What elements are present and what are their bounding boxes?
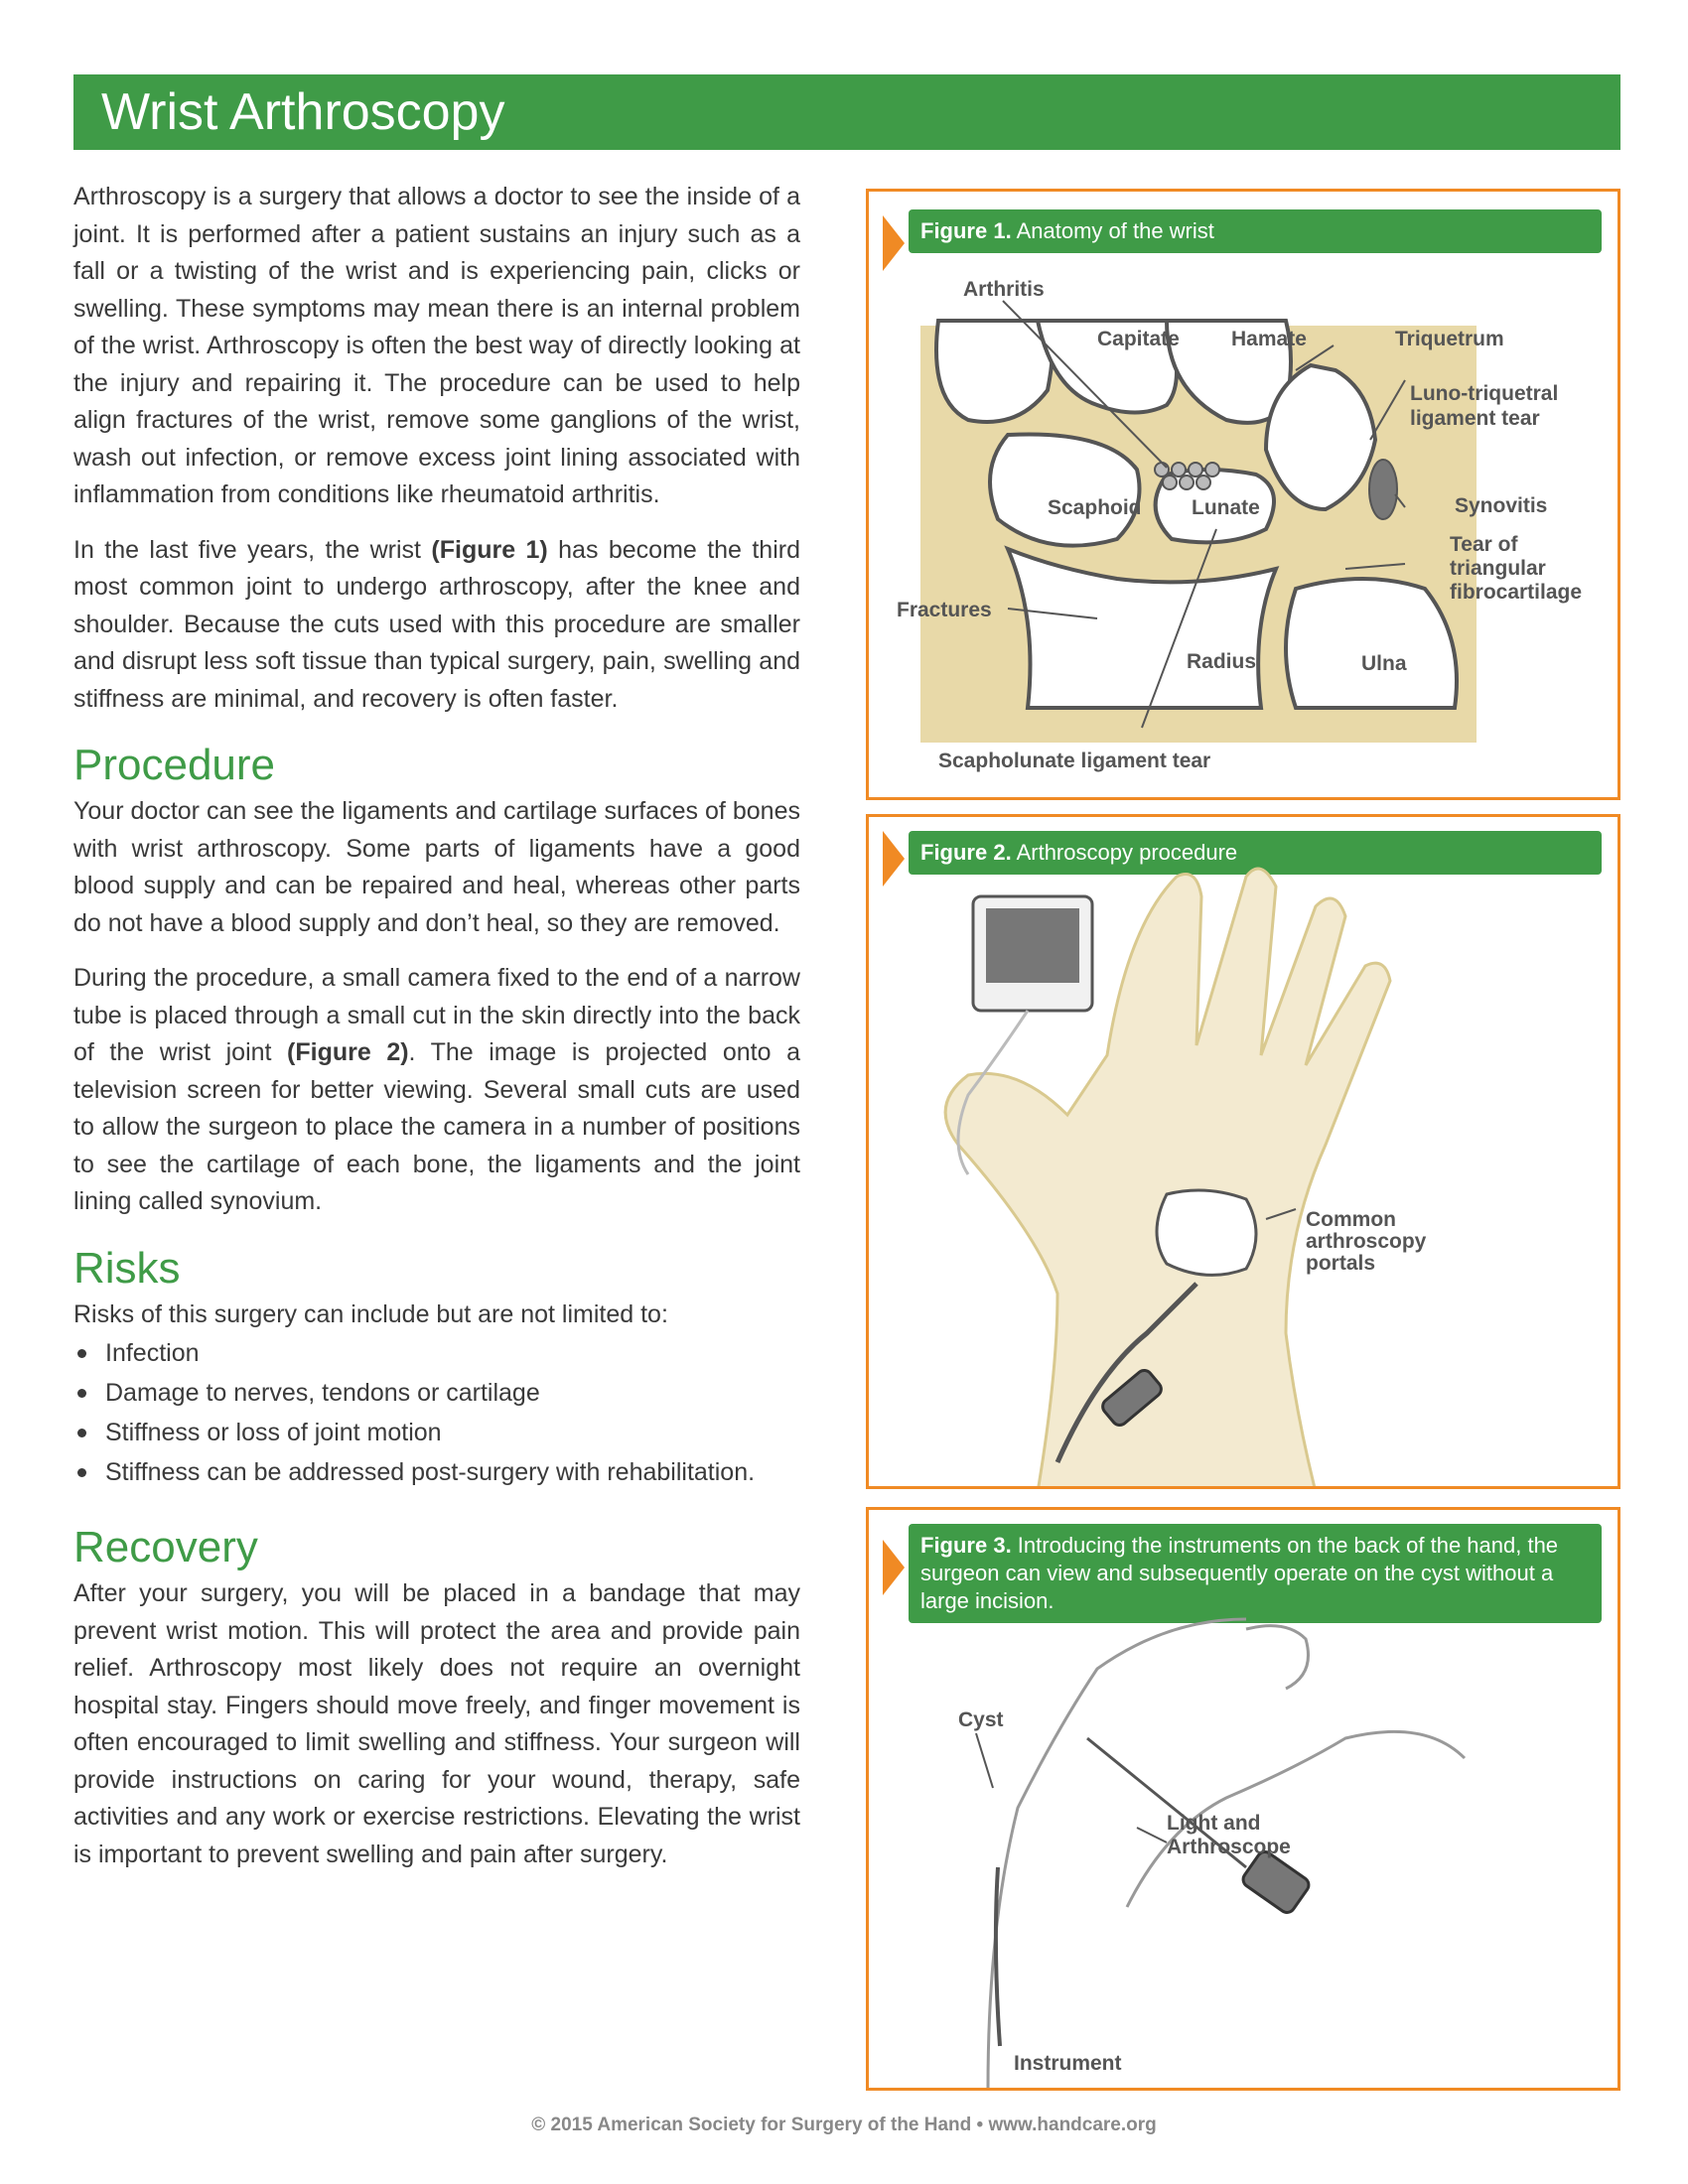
- figure-1-box: [866, 189, 1620, 800]
- figure-2-reference: (Figure 2): [287, 1038, 409, 1066]
- figure-3-box: [866, 1507, 1620, 2091]
- list-item: Infection: [73, 1333, 800, 1373]
- label-light-1: Light and: [1167, 1812, 1261, 1835]
- label-capitate: Capitate: [1097, 328, 1180, 350]
- intro-paragraph-2: [73, 532, 800, 719]
- figure-1-label: Figure 1.: [920, 218, 1012, 243]
- figure-1-reference: (Figure 1): [431, 535, 548, 564]
- label-radius: Radius: [1187, 650, 1257, 673]
- figure-2-box: [866, 814, 1620, 1489]
- list-item: Damage to nerves, tendons or cartilage: [73, 1373, 800, 1413]
- label-portals-3: portals: [1306, 1252, 1376, 1275]
- label-scaphoid: Scaphoid: [1048, 496, 1142, 519]
- label-lunate: Lunate: [1192, 496, 1260, 519]
- label-cyst: Cyst: [958, 1708, 1004, 1731]
- label-light-2: Arthroscope: [1167, 1836, 1291, 1858]
- label-hamate: Hamate: [1231, 328, 1307, 350]
- procedure-p2-after: . The image is projected onto a television screen for better viewing. Several small cuts are used to allow the surgeon to place the camera in a number of positions to see the cartilage of each bone, the ligaments and the joint lining called synovium.: [73, 1038, 800, 1215]
- label-ulna: Ulna: [1361, 652, 1407, 675]
- risks-list: [73, 1333, 800, 1492]
- label-luno-triquetral-1: Luno-triquetral: [1410, 382, 1559, 405]
- figure-2-caption-text: Arthroscopy procedure: [1011, 840, 1238, 865]
- label-fractures: Fractures: [897, 599, 992, 621]
- footer-copyright: © 2015 American Society for Surgery of the Hand • www.handcare.org: [531, 2115, 1157, 2135]
- list-item: Stiffness or loss of joint motion: [73, 1413, 800, 1452]
- label-portals-1: Common: [1306, 1208, 1396, 1231]
- label-luno-triquetral-2: ligament tear: [1410, 407, 1540, 430]
- figure-3-caption-text: Introducing the instruments on the back of the hand, the surgeon can view and subsequently operate on the cyst without a large incision.: [920, 1533, 1559, 1613]
- intro-p2-after: has become the third most common joint to undergo arthroscopy, after the knee and shoulder. Because the cuts used with this procedure are smaller and disrupt less soft tissue than typical surgery, pain, swelling and stiffness are minimal, and recovery is often faster.: [73, 535, 800, 713]
- cyst-instrument-illustration: [869, 1510, 1618, 2088]
- label-scapholunate: Scapholunate ligament tear: [938, 750, 1211, 772]
- procedure-p2-before: During the procedure, a small camera fixed to the end of a narrow tube is placed through a small cut in the skin directly into the back of the wrist joint: [73, 964, 800, 1066]
- label-synovitis: Synovitis: [1455, 494, 1548, 517]
- page-title: Wrist Arthroscopy: [101, 83, 505, 141]
- label-instrument: Instrument: [1014, 2052, 1122, 2075]
- risks-intro: Risks of this surgery can include but are not limited to:: [73, 1299, 668, 1328]
- recovery-paragraph: After your surgery, you will be placed in a bandage that may prevent wrist motion. This will protect the area and provide pain relief. Arthroscopy most likely does not require an overnight hospital stay. Fingers should move freely, and finger movement is often encouraged to limit swelling and stiffness. Your surgeon will provide instructions on caring for your wound, therapy, safe activities and any work or exercise restrictions. Elevating the wrist is important to prevent swelling and pain after surgery.: [73, 1579, 800, 1868]
- main-text-column: [73, 179, 800, 1891]
- procedure-paragraph-2: [73, 960, 800, 1221]
- label-arthritis: Arthritis: [963, 278, 1045, 301]
- figure-2-label: Figure 2.: [920, 840, 1012, 865]
- risks-heading: Risks: [73, 1243, 181, 1293]
- label-portals-2: arthroscopy: [1306, 1230, 1427, 1253]
- label-triquetrum: Triquetrum: [1395, 328, 1504, 350]
- list-item: Stiffness can be addressed post-surgery with rehabilitation.: [73, 1452, 800, 1492]
- label-tear-1: Tear of: [1450, 533, 1518, 556]
- procedure-paragraph-1: Your doctor can see the ligaments and cartilage surfaces of bones with wrist arthroscopy. Some parts of ligaments have a good blood supply and can be repaired and heal, whereas other parts do not have a blood supply and don’t heal, so they are removed.: [73, 797, 800, 937]
- figure-1-caption-text: Anatomy of the wrist: [1011, 218, 1214, 243]
- label-tear-3: fibrocartilage: [1450, 581, 1583, 604]
- title-bar: [73, 74, 1620, 150]
- intro-p2-before: In the last five years, the wrist: [73, 535, 432, 564]
- intro-paragraph-1: Arthroscopy is a surgery that allows a doctor to see the inside of a joint. It is performed after a patient sustains an injury such as a fall or a twisting of the wrist and is experiencing pain, clicks or swelling. These symptoms may mean there is an internal problem of the wrist. Arthroscopy is often the best way of directly looking at the injury and repairing it. The procedure can be used to help align fractures of the wrist, remove some ganglions of the wrist, wash out infection, or remove excess joint lining associated with inflammation from conditions like rheumatoid arthritis.: [73, 183, 800, 508]
- arthroscopy-procedure-illustration: [869, 817, 1618, 1486]
- label-tear-2: triangular: [1450, 557, 1546, 580]
- figure-3-label: Figure 3.: [920, 1533, 1012, 1558]
- recovery-heading: Recovery: [73, 1523, 258, 1571]
- procedure-heading: Procedure: [73, 741, 276, 789]
- wrist-anatomy-illustration: [869, 192, 1618, 797]
